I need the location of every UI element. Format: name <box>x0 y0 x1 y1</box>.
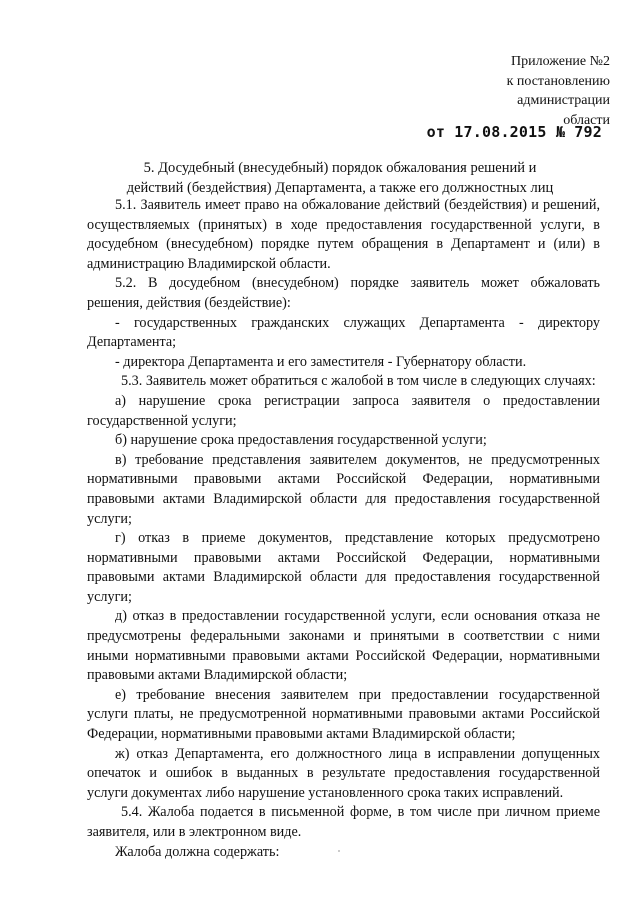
paragraph-5-1: 5.1. Заявитель имеет право на обжалование действий (бездействия) и решений, осуществляемых (принятых) в ходе предоставления государственной услуги, в досудебном (внесудебном) порядке путем обращения в Департамент и (или) в администрацию Владимирской области. <box>87 197 600 272</box>
list-item-b: б) нарушение срока предоставления государственной услуги; <box>115 432 487 449</box>
date-number-stamp: от 17.08.2015 № 792 <box>426 123 602 141</box>
list-item-a: а) нарушение срока регистрации запроса заявителя о предоставлении государственной услуги; <box>87 392 600 429</box>
section-title-line-2: действий (бездействия) Департамента, а также его должностных лиц <box>126 180 554 196</box>
paragraph-5-2: 5.2. В досудебном (внесудебном) порядке заявитель может обжаловать решения, действия (бездействие): <box>87 275 600 311</box>
appendix-to-resolution: к постановлению <box>506 73 610 89</box>
paragraph-5-3: 5.3. Заявитель может обратиться с жалобой в том числе в следующих случаях: <box>121 373 596 390</box>
list-item-v: в) требование представления заявителем документов, не предусмотренных нормативными правовыми актами Российской Федерации, нормативными правовыми актами Владимирской области для предоставления государственной услуги; <box>87 451 600 527</box>
list-item-g: г) отказ в приеме документов, представление которых предусмотрено нормативными правовыми актами Российской Федерации, нормативными правовыми актами Владимирской области для предоставления государственной услуги; <box>87 530 600 605</box>
paragraph-5-2-item-2: - директора Департамента и его заместителя - Губернатору области. <box>115 353 527 370</box>
appendix-number: Приложение №2 <box>511 54 610 69</box>
section-title <box>60 158 620 198</box>
list-item-e: е) требование внесения заявителем при предоставлении государственной услуги платы, не предусмотренной нормативными правовыми актами Российской Федерации, нормативными правовыми актами Владимирской области; <box>87 686 600 743</box>
appendix-header <box>390 52 610 130</box>
paragraph-5-2-item-1: - государственных гражданских служащих Департамента - директору Департамента; <box>87 314 600 351</box>
section-title-line-1: 5. Досудебный (внесудебный) порядок обжалования решений и <box>143 160 537 176</box>
appendix-region: области <box>563 112 610 128</box>
paragraph-5-4: 5.4. Жалоба подается в письменной форме, в том числе при личном приеме заявителя, или в электронном виде. <box>87 804 600 840</box>
list-item-zh: ж) отказ Департамента, его должностного лица в исправлении допущенных опечаток и ошибок в выданных в результате предоставления государственной услуги документах либо нарушение установленного срока таких исправлений. <box>87 745 600 801</box>
list-item-d: д) отказ в предоставлении государственной услуги, если основания отказа не предусмотрены федеральными законами и принятыми в соответствии с ними иными нормативными правовыми актами Российской Федерации, нормативными правовыми актами Владимирской области; <box>87 608 600 684</box>
scan-speck <box>338 850 340 852</box>
document-body <box>87 196 600 862</box>
paragraph-5-4-complaint-content: Жалоба должна содержать: <box>115 843 280 860</box>
appendix-administration: администрации <box>517 93 610 108</box>
